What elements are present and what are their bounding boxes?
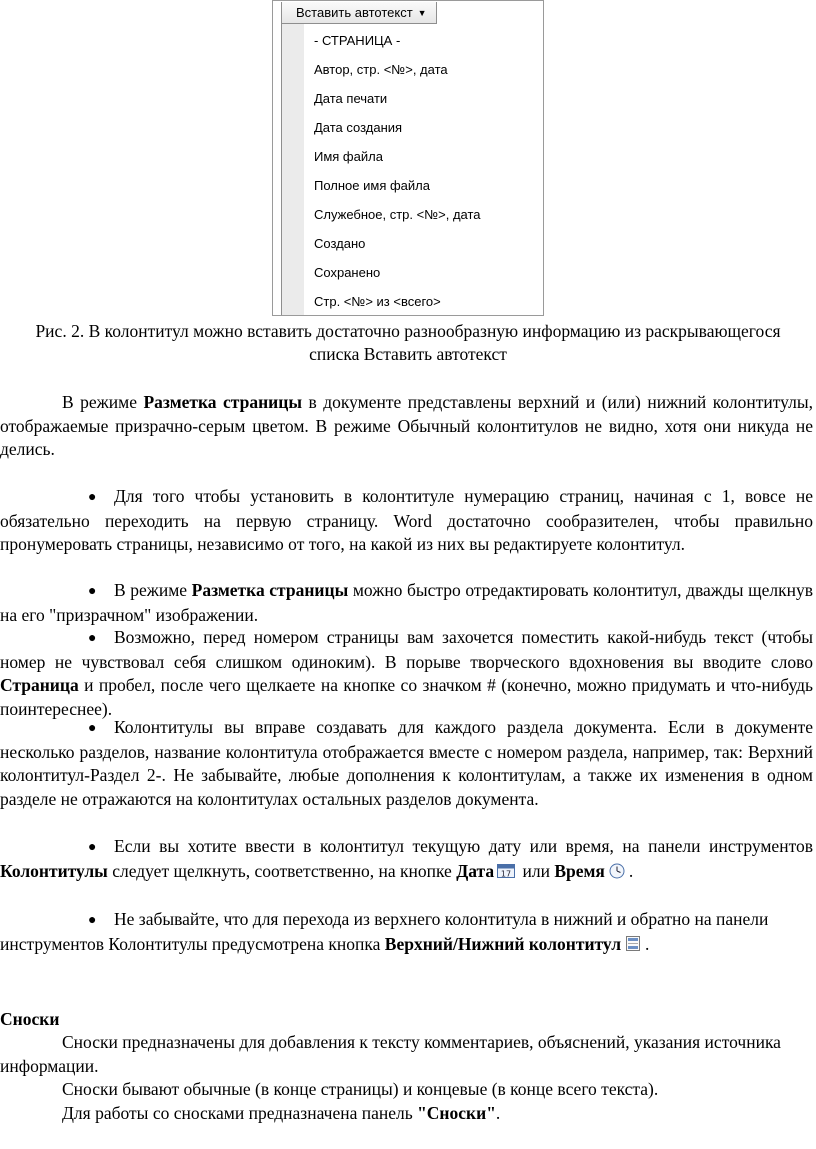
bullet-icon: ● xyxy=(88,913,97,928)
list-item: ● Возможно, перед номером страницы вам захочется поместить какой-нибудь текст (чтобы номер не чувствовал себя слишком одиноким). В порыве творческого вдохновения вы вводите слово Страница и пробел, после чего щелкаете на кнопке со значком # (конечно, можно придумать и что-нибудь поинтереснее). xyxy=(0,627,813,720)
autotext-dropdown-list xyxy=(281,24,544,315)
menu-item[interactable]: - СТРАНИЦА - xyxy=(314,33,401,48)
menu-item[interactable]: Полное имя файла xyxy=(314,178,430,193)
list-item: ● Колонтитулы вы вправе создавать для каждого раздела документа. Если в документе несколько разделов, название колонтитула отображается вместе с номером раздела, например, так: Верхний колонтитул-Раздел 2-. Не забывайте, любые дополнения к колонтитулам, а также их изменения в одном разделе не отражаются на колонтитулах остальных разделов документа. xyxy=(0,717,813,810)
menu-item[interactable]: Имя файла xyxy=(314,149,383,164)
list-item: ● Не забывайте, что для перехода из верхнего колонтитула в нижний и обратно на панели инструментов Колонтитулы предусмотрена кнопка Верхний/Нижний колонтитул . xyxy=(0,909,769,954)
insert-autotext-label: Вставить автотекст xyxy=(296,5,413,20)
menu-item[interactable]: Дата печати xyxy=(314,91,388,106)
footnotes-paragraph: Сноски предназначены для добавления к тексту комментариев, объяснений, указания источника информации. xyxy=(0,1032,781,1076)
menu-item[interactable]: Служебное, стр. <№>, дата xyxy=(314,207,481,222)
list-item: ● Если вы хотите ввести в колонтитул текущую дату или время, на панели инструментов Колонтитулы следует щелкнуть, соответственно, на кнопке Дата 17 или Время . xyxy=(0,836,813,881)
menu-item[interactable]: Автор, стр. <№>, дата xyxy=(314,62,448,77)
bullet-icon: ● xyxy=(88,840,97,855)
footnotes-paragraph: Сноски бывают обычные (в конце страницы) и концевые (в конце всего текста). xyxy=(62,1079,659,1099)
date-calendar-icon xyxy=(496,862,516,879)
dropdown-arrow-icon: ▼ xyxy=(417,8,427,18)
header-footer-switch-icon xyxy=(623,935,643,952)
bullet-icon: ● xyxy=(88,584,97,599)
svg-text:17: 17 xyxy=(501,869,512,879)
insert-autotext-button[interactable] xyxy=(281,2,437,24)
bullet-icon: ● xyxy=(88,721,97,736)
menu-item[interactable]: Создано xyxy=(314,236,366,251)
figure-caption: Рис. 2. В колонтитул можно вставить достаточно разнообразную информацию из раскрывающегося списка Вставить автотекст xyxy=(35,321,781,364)
list-item: ● В режиме Разметка страницы можно быстро отредактировать колонтитул, дважды щелкнув на его "призрачном" изображении. xyxy=(0,580,813,625)
footnotes-paragraph: Для работы со сносками предназначена панель "Сноски". xyxy=(62,1103,501,1123)
section-heading: Сноски xyxy=(0,1009,60,1029)
intro-paragraph: В режиме Разметка страницы в документе представлены верхний и (или) нижний колонтитулы, отображаемые призрачно-серым цветом. В режиме Обычный колонтитулов не видно, хотя они никуда не делись. xyxy=(0,392,813,460)
bullet-icon: ● xyxy=(88,490,97,505)
autotext-menu-screenshot xyxy=(272,0,544,316)
time-clock-icon xyxy=(607,862,627,879)
bullet-icon: ● xyxy=(88,631,97,646)
menu-item[interactable]: Стр. <№> из <всего> xyxy=(314,294,441,309)
menu-gutter xyxy=(282,24,304,315)
menu-item[interactable]: Дата создания xyxy=(314,120,403,135)
list-item: ● Для того чтобы установить в колонтитуле нумерацию страниц, начиная с 1, вовсе не обязательно переходить на первую страницу. Word достаточно сообразителен, чтобы правильно пронумеровать страницы, независимо от того, на какой из них вы редактируете колонтитул. xyxy=(0,486,813,555)
menu-item[interactable]: Сохранено xyxy=(314,265,381,280)
